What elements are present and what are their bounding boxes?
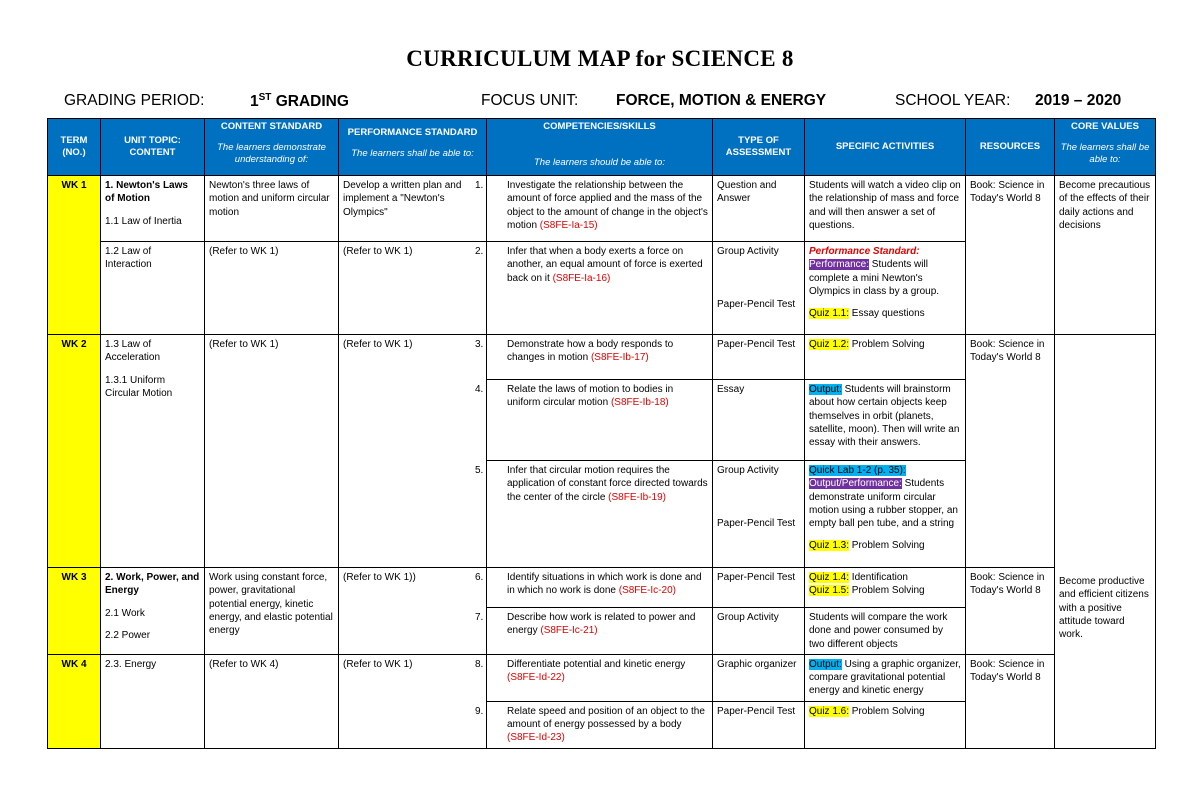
content-standard-cell: (Refer to WK 1)	[205, 242, 339, 335]
competency-cell: 4. Relate the laws of motion to bodies in uniform circular motion (S8FE-Ib-18)	[487, 380, 713, 461]
resources-cell: Book: Science in Today's World 8	[966, 176, 1055, 335]
header-competencies: COMPETENCIES/SKILLS The learners should be able to:	[487, 119, 713, 176]
table-row	[48, 176, 1156, 242]
activity-cell: Output: Using a graphic organizer, compare gravitational potential energy and kinetic energy	[805, 654, 966, 701]
quick-lab-tag: Quick Lab 1-2 (p. 35):	[809, 465, 906, 476]
assessment-cell: Group Activity Paper-Pencil Test	[713, 461, 805, 568]
grading-period-value	[250, 92, 349, 111]
header-term: TERM (NO.)	[48, 119, 101, 176]
assessment-cell: Essay	[713, 380, 805, 461]
week-3-cell: WK 3	[48, 568, 101, 655]
competency-cell: 8. Differentiate potential and kinetic energy (S8FE-Id-22)	[487, 654, 713, 701]
performance-standard-cell: (Refer to WK 1)	[339, 242, 487, 335]
activity-cell: Students will compare the work done and power consumed by two different objects	[805, 608, 966, 655]
performance-tag: Performance:	[809, 259, 870, 271]
output-tag: Output:	[809, 384, 842, 395]
topic-cell: 1. Newton's Laws of Motion 1.1 Law of Inertia	[101, 176, 205, 242]
competency-cell: 7. Describe how work is related to power and energy (S8FE-Ic-21)	[487, 608, 713, 655]
table-row	[48, 568, 1156, 608]
focus-unit-label: FOCUS UNIT:	[481, 92, 579, 109]
competency-cell: 5. Infer that circular motion requires the application of constant force directed towards the center of the circle (S8FE-Ib-19)	[487, 461, 713, 568]
content-standard-cell: Newton's three laws of motion and uniform circular motion	[205, 176, 339, 242]
assessment-cell: Question and Answer	[713, 176, 805, 242]
quiz-tag: Quiz 1.5:	[809, 585, 850, 597]
assessment-cell: Paper-Pencil Test	[713, 335, 805, 380]
school-year-value: 2019 – 2020	[1035, 92, 1122, 109]
header-activities: SPECIFIC ACTIVITIES	[805, 119, 966, 176]
page-title: CURRICULUM MAP for SCIENCE 8	[406, 46, 794, 71]
grading-word: GRADING	[271, 93, 349, 111]
competency-cell: 9. Relate speed and position of an object to the amount of energy possessed by a body (S8FE-Id-23)	[487, 701, 713, 748]
performance-standard-cell: (Refer to WK 1))	[339, 568, 487, 655]
table-row	[48, 335, 1156, 380]
resources-cell: Book: Science in Today's World 8	[966, 568, 1055, 655]
header-performance-standard: PERFORMANCE STANDARD The learners shall be able to:	[339, 119, 487, 176]
activity-cell: Quick Lab 1-2 (p. 35): Output/Performance: Students demonstrate uniform circular motion using a rubber stopper, an empty ball pen tube, and a string Quiz 1.3: Problem Solving	[805, 461, 966, 568]
header-row	[48, 119, 1156, 176]
week-2-cell: WK 2	[48, 335, 101, 568]
topic-cell: 1.2 Law of Interaction	[101, 242, 205, 335]
quiz-tag: Quiz 1.4:	[809, 572, 850, 583]
header-resources: RESOURCES	[966, 119, 1055, 176]
output-performance-tag: Output/Performance:	[809, 478, 902, 490]
focus-unit-value: FORCE, MOTION & ENERGY	[616, 92, 827, 109]
school-year-label: SCHOOL YEAR:	[895, 92, 1011, 109]
topic-cell: 1.3 Law of Acceleration 1.3.1 Uniform Circular Motion	[101, 335, 205, 568]
assessment-cell: Group Activity Paper-Pencil Test	[713, 242, 805, 335]
core-values-cell: Become productive and efficient citizens with a positive attitude toward work.	[1055, 335, 1156, 749]
activity-cell: Students will watch a video clip on the relationship of mass and force and will then answer a set of questions.	[805, 176, 966, 242]
quiz-tag: Quiz 1.3:	[809, 540, 850, 552]
grading-period-label: GRADING PERIOD:	[64, 92, 205, 109]
header-assessment: TYPE OF ASSESSMENT	[713, 119, 805, 176]
assessment-cell: Paper-Pencil Test	[713, 701, 805, 748]
topic-cell: 2. Work, Power, and Energy 2.1 Work 2.2 Power	[101, 568, 205, 655]
content-standard-cell: (Refer to WK 4)	[205, 654, 339, 748]
activity-cell: Quiz 1.2: Problem Solving	[805, 335, 966, 380]
competency-cell: 3. Demonstrate how a body responds to changes in motion (S8FE-Ib-17)	[487, 335, 713, 380]
competency-cell: 1. Investigate the relationship between the amount of force applied and the mass of the object to the amount of change in the object's motion (S8FE-Ia-15)	[487, 176, 713, 242]
quiz-tag: Quiz 1.1:	[809, 308, 850, 320]
core-values-cell: Become precautious of the effects of their daily actions and decisions	[1055, 176, 1156, 335]
assessment-cell: Graphic organizer	[713, 654, 805, 701]
topic-cell: 2.3. Energy	[101, 654, 205, 748]
header-core-values: CORE VALUES The learners shall be able to:	[1055, 119, 1156, 176]
assessment-cell: Paper-Pencil Test	[713, 568, 805, 608]
resources-cell: Book: Science in Today's World 8	[966, 654, 1055, 748]
performance-standard-cell: Develop a written plan and implement a "Newton's Olympics"	[339, 176, 487, 242]
grading-suffix: ST	[258, 92, 272, 103]
assessment-cell: Group Activity	[713, 608, 805, 655]
resources-cell: Book: Science in Today's World 8	[966, 335, 1055, 568]
competency-cell: 6. Identify situations in which work is done and in which no work is done (S8FE-Ic-20)	[487, 568, 713, 608]
output-tag: Output:	[809, 658, 842, 670]
week-4-cell: WK 4	[48, 654, 101, 748]
competency-cell: 2. Infer that when a body exerts a force on another, an equal amount of force is exerted back on it (S8FE-Ia-16)	[487, 242, 713, 335]
activity-cell: Performance Standard: Performance: Students will complete a mini Newton's Olympics in class by a group. Quiz 1.1: Essay questions	[805, 242, 966, 335]
table-row	[48, 654, 1156, 701]
curriculum-table	[47, 118, 1156, 749]
header-content-standard: CONTENT STANDARD The learners demonstrate understanding of:	[205, 119, 339, 176]
week-1-cell: WK 1	[48, 176, 101, 335]
header-topic: UNIT TOPIC: CONTENT	[101, 119, 205, 176]
activity-cell: Quiz 1.4: Identification Quiz 1.5: Problem Solving	[805, 568, 966, 608]
grading-number: 1	[250, 93, 259, 111]
content-standard-cell: (Refer to WK 1)	[205, 335, 339, 568]
activity-cell: Output: Students will brainstorm about how certain objects keep themselves in orbit (planets, satellite, moon). Then will write an essay with their answers.	[805, 380, 966, 461]
quiz-tag: Quiz 1.6:	[809, 705, 850, 717]
content-standard-cell: Work using constant force, power, gravitational potential energy, kinetic energy, and elastic potential energy	[205, 568, 339, 655]
quiz-tag: Quiz 1.2:	[809, 339, 850, 350]
performance-standard-cell: (Refer to WK 1)	[339, 654, 487, 748]
performance-standard-cell: (Refer to WK 1)	[339, 335, 487, 568]
activity-cell: Quiz 1.6: Problem Solving	[805, 701, 966, 748]
